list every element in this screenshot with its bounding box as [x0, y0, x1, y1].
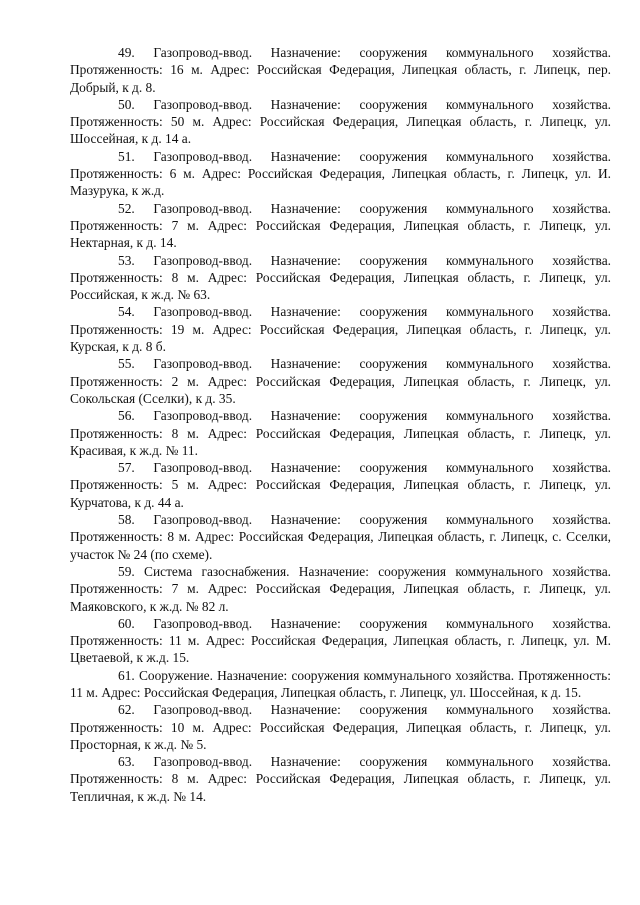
- item-text: Газопровод-ввод. Назначение: сооружения коммунального хозяйства. Протяженность: 19 м. Адрес: Российская Федерация, Липецкая область, г. Липецк, ул. Курская, к д. 8 б.: [70, 304, 611, 355]
- item-text: Газопровод-ввод. Назначение: сооружения коммунального хозяйства. Протяженность: 8 м. Адрес: Российская Федерация, Липецкая область, г. Липецк, ул. Российская, к ж.д. № 63.: [70, 252, 611, 303]
- item-number: 53.: [118, 252, 135, 268]
- list-item: [70, 753, 611, 805]
- item-number: 58.: [118, 512, 135, 528]
- item-number: 52.: [118, 200, 135, 216]
- list-item: [70, 511, 611, 563]
- item-text: Газопровод-ввод. Назначение: сооружения коммунального хозяйства. Протяженность: 50 м. Адрес: Российская Федерация, Липецкая область, г. Липецк, ул. Шоссейная, к д. 14 а.: [70, 96, 611, 147]
- item-text: Газопровод-ввод. Назначение: сооружения коммунального хозяйства. Протяженность: 2 м. Адрес: Российская Федерация, Липецкая область, г. Липецк, ул. Сокольская (Сселки), к д. 35.: [70, 356, 611, 406]
- list-item: [70, 459, 611, 511]
- list-item: [70, 252, 611, 304]
- item-number: 49.: [118, 45, 135, 60]
- list-item: [70, 563, 611, 615]
- list-item: [70, 303, 611, 355]
- item-number: 55.: [118, 356, 135, 372]
- item-text: Газопровод-ввод. Назначение: сооружения коммунального хозяйства. Протяженность: 11 м. Адрес: Российская Федерация, Липецкая область, г. Липецк, ул. М. Цветаевой, к ж.д. 15.: [70, 615, 611, 666]
- item-number: 54.: [118, 304, 135, 320]
- list-item: [70, 701, 611, 753]
- list-item: [70, 148, 611, 200]
- item-number: 62.: [118, 702, 135, 718]
- list-item: [70, 355, 611, 407]
- item-text: Газопровод-ввод. Назначение: сооружения коммунального хозяйства. Протяженность: 8 м. Адрес: Российская Федерация, Липецкая область, г. Липецк, ул. Красивая, к ж.д. № 11.: [70, 408, 611, 458]
- item-number: 59.: [118, 563, 135, 579]
- item-text: Сооружение. Назначение: сооружения коммунального хозяйства. Протяженность: 11 м. Адрес: Российская Федерация, Липецкая область, г. Липецк, ул. Шоссейная, к д. 15.: [70, 667, 611, 700]
- item-number: 63.: [118, 754, 135, 770]
- item-text: Газопровод-ввод. Назначение: сооружения коммунального хозяйства. Протяженность: 6 м. Адрес: Российская Федерация, Липецкая область, г. Липецк, ул. И. Мазурука, к ж.д.: [70, 148, 611, 199]
- item-number: 60.: [118, 615, 135, 631]
- list-item: [70, 667, 611, 702]
- item-number: 50.: [118, 96, 135, 112]
- item-text: Газопровод-ввод. Назначение: сооружения коммунального хозяйства. Протяженность: 7 м. Адрес: Российская Федерация, Липецкая область, г. Липецк, ул. Нектарная, к д. 14.: [70, 200, 611, 251]
- list-item: [70, 200, 611, 252]
- list-item: [70, 96, 611, 148]
- item-text: Система газоснабжения. Назначение: сооружения коммунального хозяйства. Протяженность: 7 м. Адрес: Российская Федерация, Липецкая область, г. Липецк, ул. Маяковского, к ж.д. № 82 л.: [70, 563, 611, 614]
- item-number: 61.: [118, 667, 135, 683]
- item-number: 57.: [118, 460, 135, 476]
- item-text: Газопровод-ввод. Назначение: сооружения коммунального хозяйства. Протяженность: 8 м. Адрес: Российская Федерация, Липецкая область, г. Липецк, ул. Тепличная, к ж.д. № 14.: [70, 754, 611, 804]
- list-item: [70, 407, 611, 459]
- document-page: [70, 44, 611, 805]
- item-text: Газопровод-ввод. Назначение: сооружения коммунального хозяйства. Протяженность: 16 м. Адрес: Российская Федерация, Липецкая область, г. Липецк, пер. Добрый, к д. 8.: [70, 45, 611, 95]
- item-number: 51.: [118, 148, 135, 164]
- item-text: Газопровод-ввод. Назначение: сооружения коммунального хозяйства. Протяженность: 5 м. Адрес: Российская Федерация, Липецкая область, г. Липецк, ул. Курчатова, к д. 44 а.: [70, 460, 611, 510]
- item-number: 56.: [118, 408, 135, 424]
- list-item: [70, 615, 611, 667]
- item-text: Газопровод-ввод. Назначение: сооружения коммунального хозяйства. Протяженность: 8 м. Адрес: Российская Федерация, Липецкая область, г. Липецк, с. Сселки, участок № 24 (по схеме).: [70, 512, 611, 562]
- item-text: Газопровод-ввод. Назначение: сооружения коммунального хозяйства. Протяженность: 10 м. Адрес: Российская Федерация, Липецкая область, г. Липецк, ул. Просторная, к ж.д. № 5.: [70, 702, 611, 752]
- list-item: [70, 44, 611, 96]
